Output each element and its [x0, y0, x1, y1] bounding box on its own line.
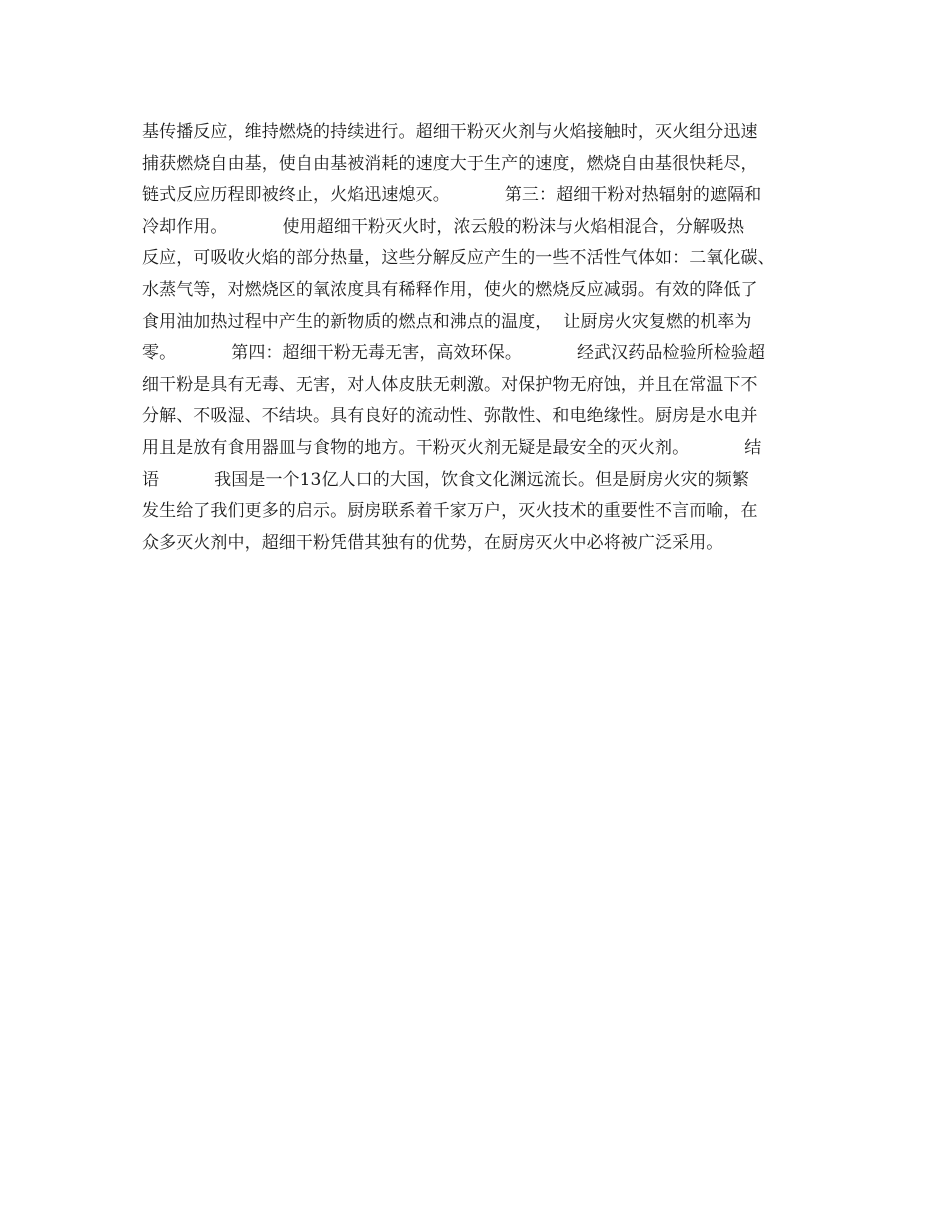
text-line: 反应，可吸收火焰的部分热量，这些分解反应产生的一些不活性气体如：二氧化碳、: [142, 248, 775, 269]
text-line: 捕获燃烧自由基，使自由基被消耗的速度大于生产的速度，燃烧自由基很快耗尽，: [142, 153, 758, 174]
text-line: 语 我国是一个13亿人口的大国，饮食文化渊远流长。但是厨房火灾的频繁: [142, 469, 749, 490]
text-line: 众多灭火剂中，超细干粉凭借其独有的优势，在厨房灭火中必将被广泛采用。: [142, 532, 724, 553]
text-line: 发生给了我们更多的启示。厨房联系着千家万户，灭火技术的重要性不言而喻，在: [142, 501, 758, 522]
text-line: 冷却作用。 使用超细干粉灭火时，浓云般的粉沫与火焰相混合，分解吸热: [142, 216, 745, 237]
text-line: 基传播反应，维持燃烧的持续进行。超细干粉灭火剂与火焰接触时，灭火组分迅速: [142, 122, 758, 142]
text-line: 链式反应历程即被终止，火焰迅速熄灭。 第三：超细干粉对热辐射的遮隔和: [142, 185, 762, 206]
text-line: 水蒸气等，对燃烧区的氧浓度具有稀释作用，使火的燃烧反应减弱。有效的降低了: [142, 279, 758, 300]
text-line: 细干粉是具有无毒、无害，对人体皮肤无刺激。对保护物无府蚀，并且在常温下不: [142, 374, 758, 395]
text-line: 分解、不吸湿、不结块。具有良好的流动性、弥散性、和电绝缘性。厨房是水电并: [142, 406, 758, 427]
text-line: 食用油加热过程中产生的新物质的燃点和沸点的温度， 让厨房火灾复燃的机率为: [142, 311, 752, 332]
text-line: 用且是放有食用器皿与食物的地方。干粉灭火剂无疑是最安全的灭火剂。 结: [142, 437, 762, 458]
body-text: [142, 117, 832, 559]
text-line: 零。 第四：超细干粉无毒无害，高效环保。 经武汉药品检验所检验超: [142, 343, 766, 364]
